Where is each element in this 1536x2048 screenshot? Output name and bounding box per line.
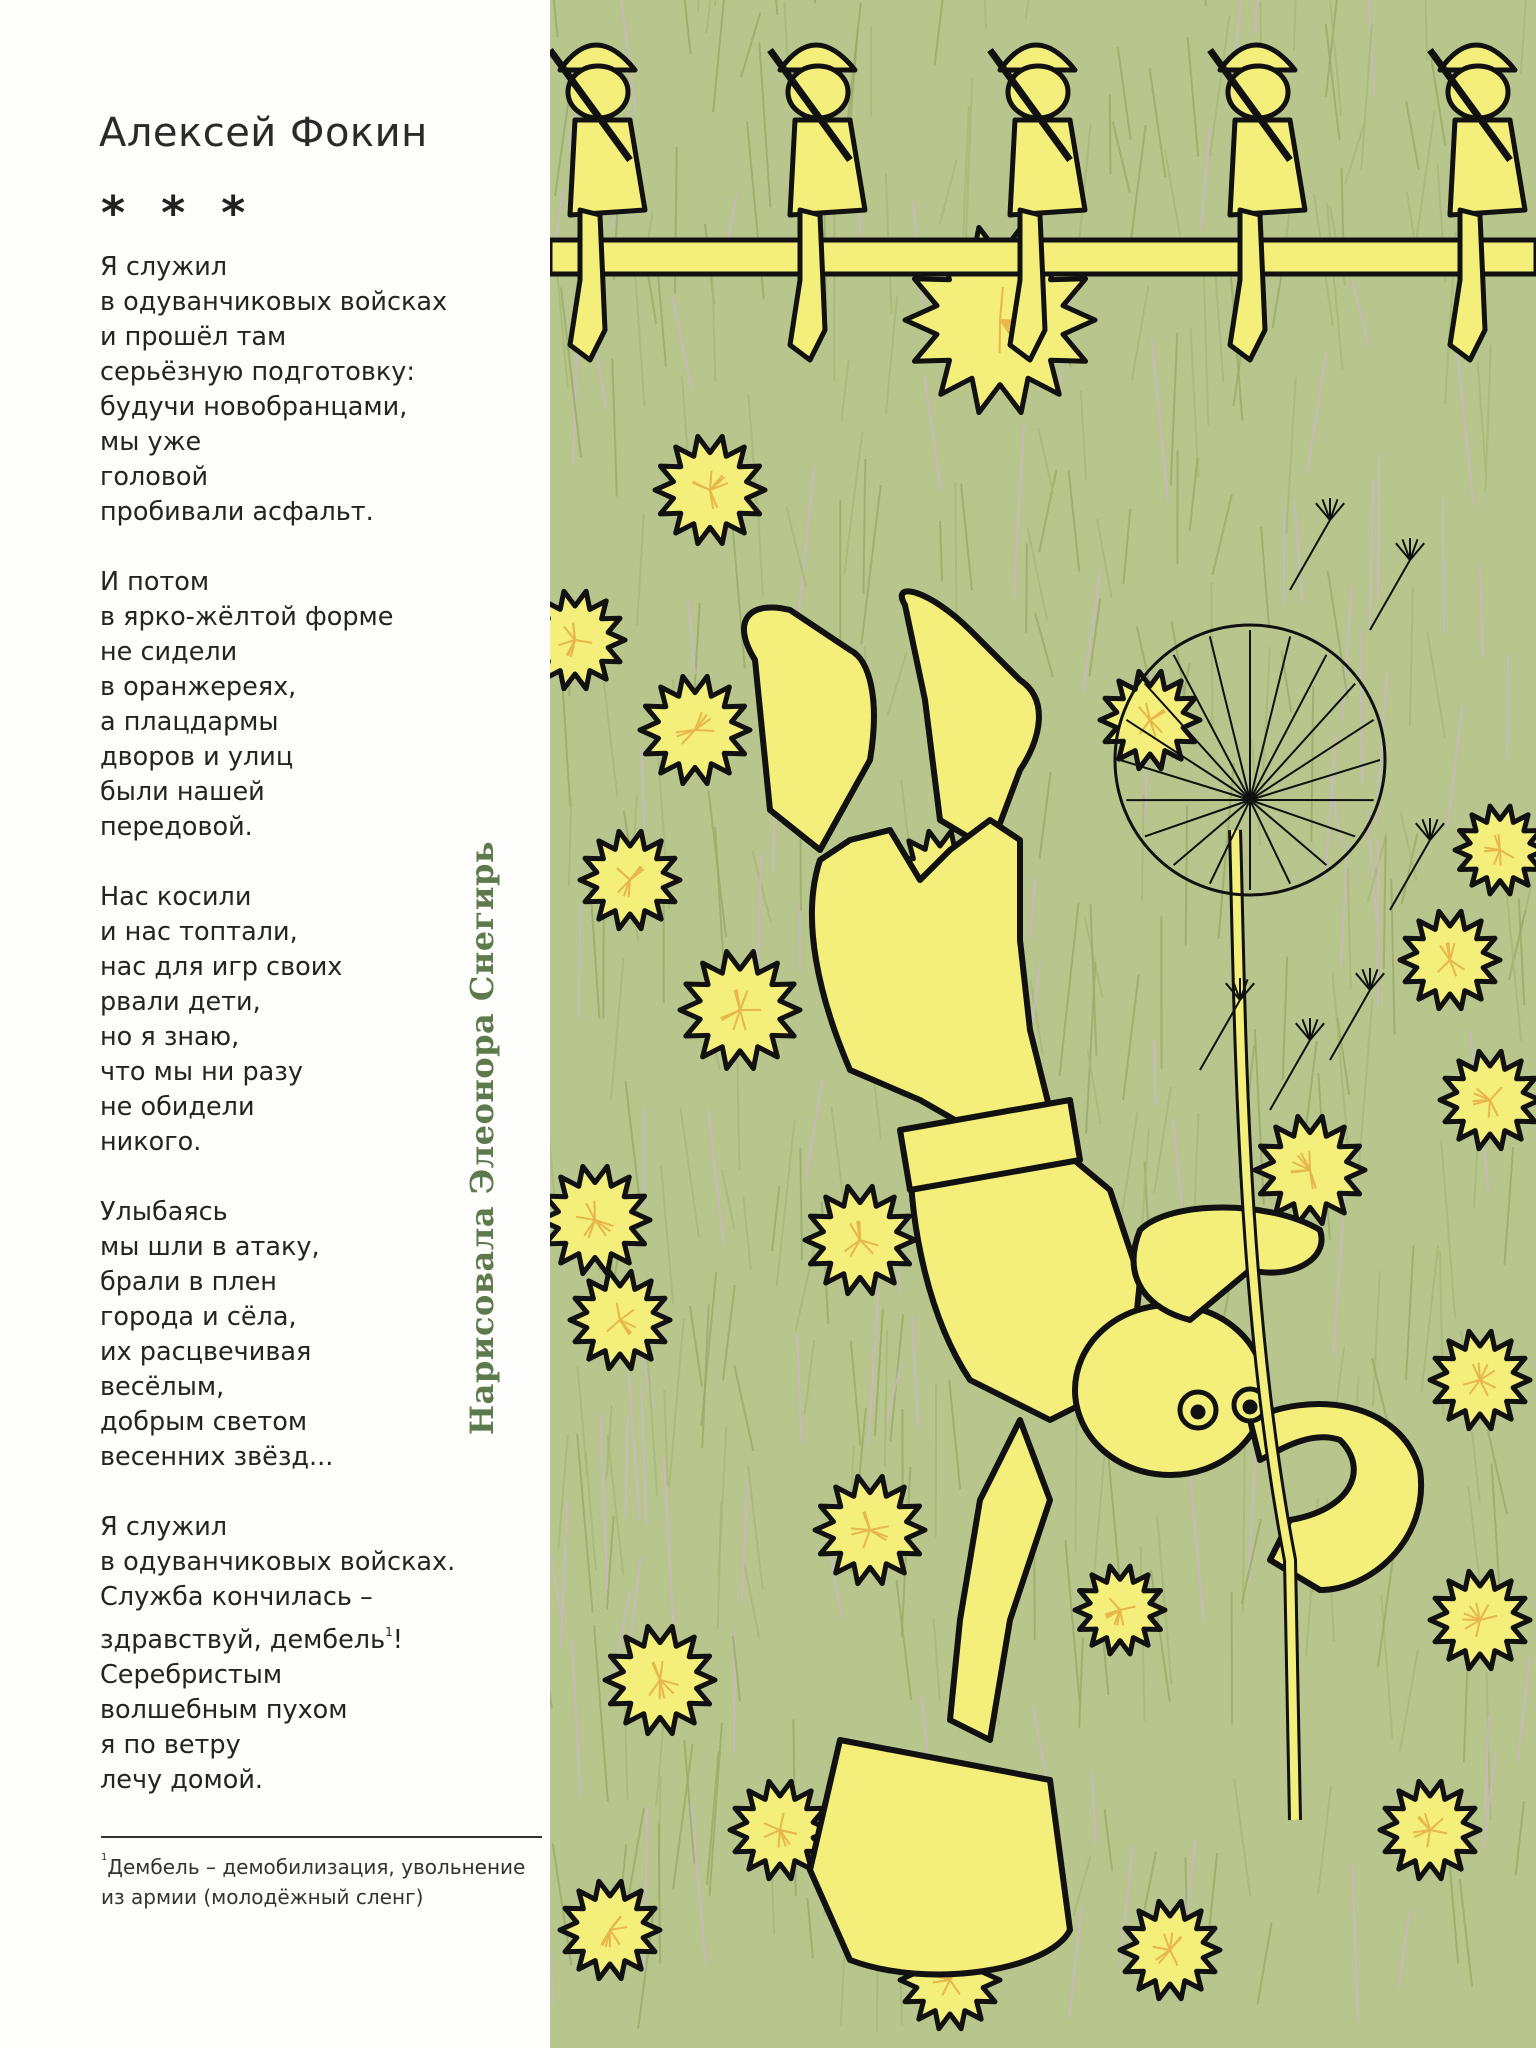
poem-line: не сидели	[100, 637, 238, 667]
poem-line: их расцвечивая	[100, 1337, 312, 1367]
poem-line: серьёзную подготовку:	[100, 357, 415, 387]
poem-line: в одуванчиковых войсках.	[100, 1547, 456, 1577]
poem-line: в ярко-жёлтой форме	[100, 602, 394, 632]
poem-line: Серебристым	[100, 1660, 283, 1690]
grass-stroke	[1284, 506, 1285, 605]
poem-line: Я служил	[100, 1512, 228, 1542]
stanza-1	[100, 250, 540, 530]
poem-line: лечу домой.	[100, 1765, 263, 1795]
illustration-canvas	[550, 0, 1536, 2048]
poem-line: Нас косили	[100, 882, 252, 912]
poem-line: волшебным пухом	[100, 1695, 348, 1725]
illustration-credit: Нарисовала Элеонора Снегирь	[463, 840, 501, 1436]
head	[1075, 1305, 1265, 1475]
suitcase	[810, 1740, 1070, 1974]
poem-line: Улыбаясь	[100, 1197, 228, 1227]
poem-line: весёлым,	[100, 1372, 225, 1402]
poem-line: были нашей	[100, 777, 265, 807]
grass-stroke	[1026, 543, 1027, 632]
poem-line: Служба кончилась –	[100, 1582, 373, 1612]
grass-stroke	[1507, 654, 1508, 759]
poem-line: весенних звёзд...	[100, 1442, 334, 1472]
text-column	[0, 0, 550, 2048]
poem-line-suffix: !	[392, 1625, 403, 1655]
poem-line: города и сёла,	[100, 1302, 297, 1332]
illustration	[550, 0, 1536, 2048]
footnote-divider	[101, 1836, 542, 1838]
flower-center-stroke	[1484, 850, 1500, 851]
poem-line	[100, 1615, 540, 1658]
poem-line: передовой.	[100, 812, 253, 842]
poem-line: дворов и улиц	[100, 742, 294, 772]
poem-line: я по ветру	[100, 1730, 241, 1760]
grass-stroke	[1110, 95, 1111, 175]
poem-line-text: здравствуй, дембель	[100, 1625, 386, 1655]
stanza-5	[100, 1510, 540, 1798]
poem-line: добрым светом	[100, 1407, 308, 1437]
footnote-number: 1	[101, 1852, 108, 1863]
poem-line: мы уже	[100, 427, 202, 457]
poem-line: что мы ни разу	[100, 1057, 303, 1087]
flower-center-stroke	[1489, 1100, 1490, 1117]
flower-center-stroke	[1479, 1363, 1480, 1380]
poem-line: Я служил	[100, 252, 228, 282]
stanza-2	[100, 565, 540, 845]
poem-line: и прошёл там	[100, 322, 287, 352]
poem-line: нас для игр своих	[100, 952, 343, 982]
poem-line: пробивали асфальт.	[100, 497, 374, 527]
poem-line: рвали дети,	[100, 987, 261, 1017]
section-separator: * * *	[101, 186, 256, 240]
poem-line: а плацдармы	[100, 707, 279, 737]
poem-line: И потом	[100, 567, 210, 597]
poem-line: мы шли в атаку,	[100, 1232, 320, 1262]
poem-line: головой	[100, 462, 209, 492]
poem-line: в одуванчиковых войсках	[100, 287, 448, 317]
author-name: Алексей Фокин	[99, 110, 428, 156]
poem-line: не обидели	[100, 1092, 255, 1122]
left-pupil	[1193, 1407, 1203, 1417]
flower-center-stroke	[1500, 850, 1501, 866]
footnote-text: Дембель – демобилизация, увольнение из армии (молодёжный сленг)	[101, 1855, 526, 1909]
poem-line: и нас топтали,	[100, 917, 298, 947]
poem-line: никого.	[100, 1127, 202, 1157]
right-pupil	[1245, 1402, 1255, 1412]
poem-line: но я знаю,	[100, 1022, 240, 1052]
grass-stroke	[1211, 583, 1212, 732]
flower-center-stroke	[695, 730, 714, 731]
grass-stroke	[1443, 498, 1444, 633]
grass-stroke	[1075, 1413, 1076, 1551]
footnote	[101, 1843, 551, 1912]
flower-center-stroke	[1309, 1151, 1310, 1170]
poem-line: брали в плен	[100, 1267, 277, 1297]
footnote-marker: 1	[385, 1625, 393, 1639]
poem-line: будучи новобранцами,	[100, 392, 408, 422]
poem-line: в оранжереях,	[100, 672, 297, 702]
